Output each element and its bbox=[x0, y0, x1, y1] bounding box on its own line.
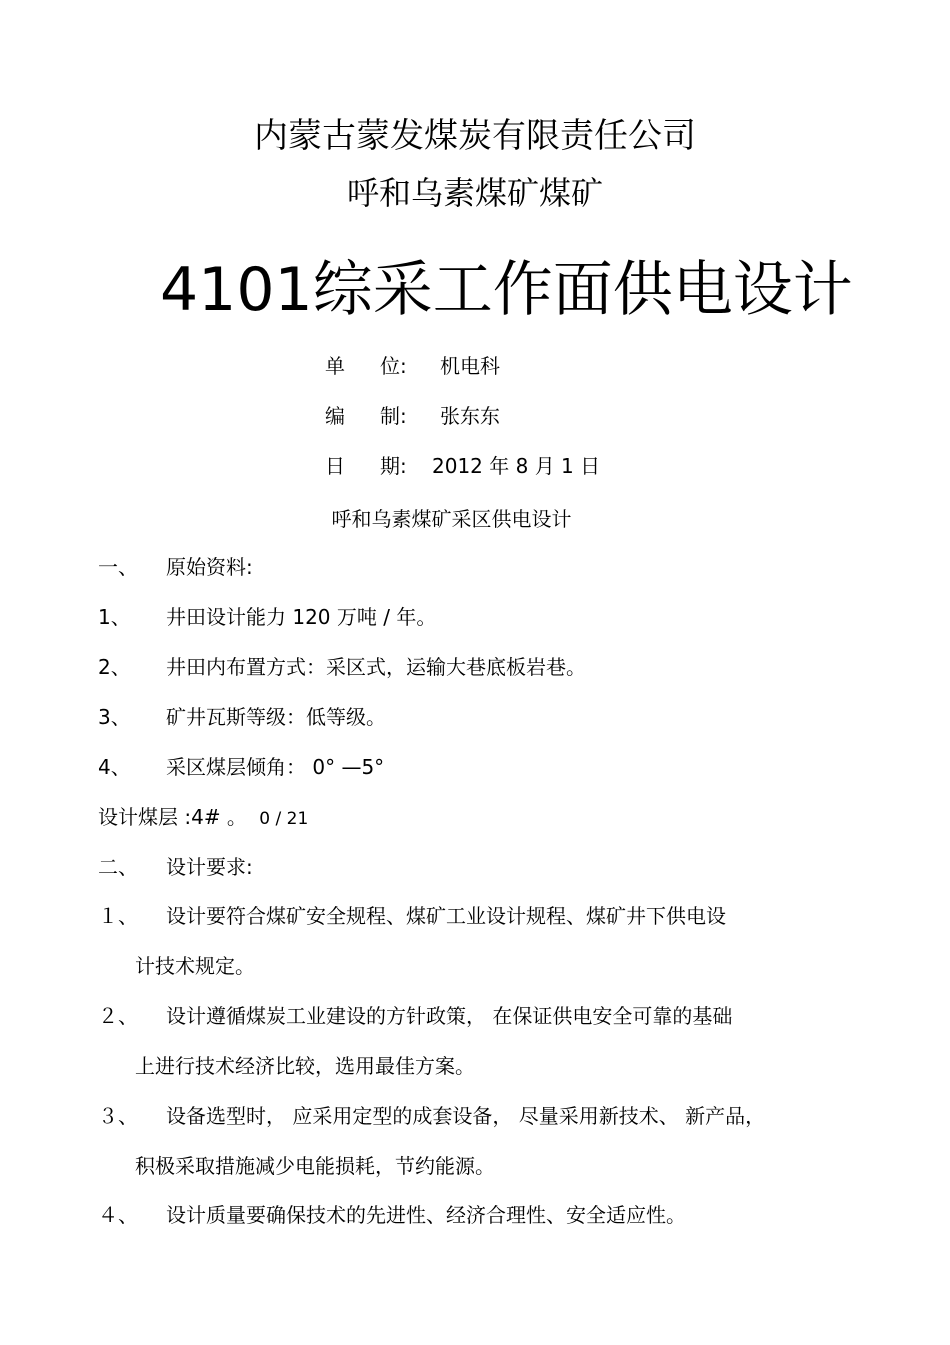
meta-key-1: 日 bbox=[325, 454, 345, 478]
meta-author bbox=[325, 400, 500, 429]
item-text: 矿井瓦斯等级：低等级。 bbox=[166, 705, 386, 729]
meta-date bbox=[325, 450, 600, 479]
item-number: 4、 bbox=[98, 755, 131, 779]
company-name: 内蒙古蒙发煤炭有限责任公司 bbox=[254, 116, 696, 156]
item-text: 井田设计能力 120 万吨 / 年。 bbox=[166, 605, 437, 629]
item-text-line1: 设计质量要确保技术的先进性、经济合理性、安全适应性。 bbox=[166, 1203, 686, 1227]
item-number: ３、 bbox=[98, 1104, 138, 1128]
meta-key-2: 位: bbox=[380, 354, 407, 378]
item-text-line2: 积极采取措施减少电能损耗，节约能源。 bbox=[135, 1154, 495, 1178]
meta-key-2: 制: bbox=[380, 404, 407, 428]
section-number: 二、 bbox=[98, 855, 138, 879]
section-subtitle: 呼和乌素煤矿采区供电设计 bbox=[331, 507, 572, 531]
mine-name: 呼和乌素煤矿煤矿 bbox=[346, 174, 603, 212]
section-number: 一、 bbox=[98, 555, 138, 579]
item-text: 井田内布置方式：采区式，运输大巷底板岩巷。 bbox=[166, 655, 586, 679]
page-counter: 0 / 21 bbox=[259, 809, 309, 829]
item-text-line1: 设计遵循煤炭工业建设的方针政策， 在保证供电安全可靠的基础 bbox=[166, 1004, 733, 1028]
item-number: ４、 bbox=[98, 1203, 138, 1227]
item-number: 2、 bbox=[98, 655, 131, 679]
meta-key-1: 单 bbox=[325, 354, 345, 378]
meta-key-2: 期: bbox=[380, 454, 407, 478]
item-number: 3、 bbox=[98, 705, 131, 729]
item-text-line2: 计技术规定。 bbox=[135, 954, 255, 978]
meta-value: 2012 年 8 月 1 日 bbox=[432, 454, 601, 478]
item-text-line1: 设计要符合煤矿安全规程、煤矿工业设计规程、煤矿井下供电设 bbox=[166, 904, 726, 928]
item-number: 1、 bbox=[98, 605, 131, 629]
item-number: １、 bbox=[98, 904, 138, 928]
section-heading: 设计要求: bbox=[166, 855, 253, 879]
coal-seam-line bbox=[98, 801, 308, 830]
meta-unit bbox=[325, 350, 500, 379]
meta-value: 机电科 bbox=[440, 354, 500, 378]
item-text-line1: 设备选型时， 应采用定型的成套设备， 尽量采用新技术、 新产品， bbox=[166, 1104, 766, 1128]
item-number: ２、 bbox=[98, 1004, 138, 1028]
section-heading: 原始资料: bbox=[166, 555, 253, 579]
document-title: 4101综采工作面供电设计 bbox=[160, 255, 853, 325]
coal-seam-text: 设计煤层 :4# 。 bbox=[98, 805, 247, 829]
meta-value: 张东东 bbox=[440, 404, 500, 428]
item-text-line2: 上进行技术经济比较，选用最佳方案。 bbox=[135, 1054, 475, 1078]
item-text: 采区煤层倾角： 0° —5° bbox=[166, 755, 385, 779]
meta-key-1: 编 bbox=[325, 404, 345, 428]
